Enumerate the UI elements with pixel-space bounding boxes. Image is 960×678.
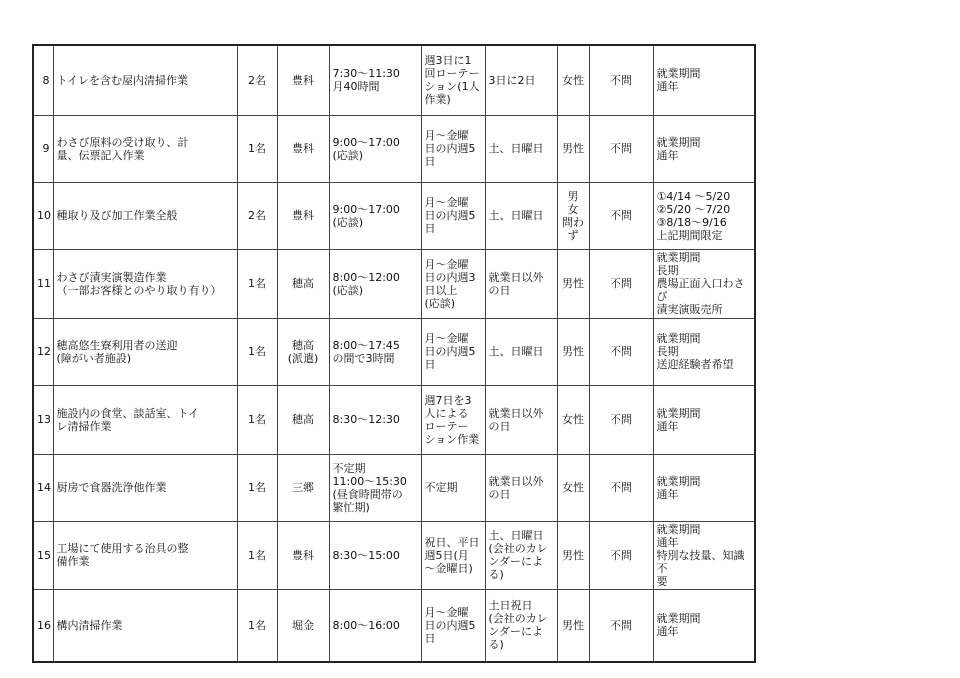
job-description: 構内清掃作業 — [53, 589, 237, 662]
table-row — [33, 115, 755, 182]
holidays: 土日祝日 (会社のカレ ンダーによ る) — [485, 589, 557, 662]
row-number: 13 — [33, 385, 53, 454]
age: 不問 — [589, 249, 653, 318]
gender: 女性 — [557, 454, 589, 521]
headcount: 2名 — [237, 182, 277, 249]
working-hours: 8:30～12:30 — [329, 385, 421, 454]
table-row — [33, 454, 755, 521]
notes: 就業期間 通年 — [653, 589, 755, 662]
row-number: 10 — [33, 182, 53, 249]
holidays: 土、日曜日 — [485, 318, 557, 385]
row-number: 15 — [33, 521, 53, 589]
gender: 男性 — [557, 249, 589, 318]
table-row — [33, 318, 755, 385]
gender: 男性 — [557, 521, 589, 589]
notes: 就業期間 通年 — [653, 454, 755, 521]
work-location: 豊科 — [277, 521, 329, 589]
job-description: トイレを含む屋内清掃作業 — [53, 45, 237, 115]
working-hours: 7:30～11:30 月40時間 — [329, 45, 421, 115]
headcount: 1名 — [237, 318, 277, 385]
job-description: わさび原料の受け取り、計 量、伝票記入作業 — [53, 115, 237, 182]
job-listing-table — [32, 44, 756, 663]
gender: 女性 — [557, 45, 589, 115]
holidays: 就業日以外 の日 — [485, 454, 557, 521]
work-location: 穂高 — [277, 249, 329, 318]
working-hours: 不定期 11:00～15:30 (昼食時間帯の 繁忙期) — [329, 454, 421, 521]
gender: 男 女 問わ ず — [557, 182, 589, 249]
holidays: 就業日以外 の日 — [485, 249, 557, 318]
age: 不問 — [589, 589, 653, 662]
table-row — [33, 249, 755, 318]
work-location: 豊科 — [277, 115, 329, 182]
holidays: 土、日曜日 — [485, 182, 557, 249]
age: 不問 — [589, 318, 653, 385]
gender: 男性 — [557, 318, 589, 385]
table-row — [33, 45, 755, 115]
gender: 女性 — [557, 385, 589, 454]
working-hours: 9:00～17:00 (応談) — [329, 182, 421, 249]
working-hours: 9:00～17:00 (応談) — [329, 115, 421, 182]
age: 不問 — [589, 385, 653, 454]
headcount: 1名 — [237, 385, 277, 454]
row-number: 14 — [33, 454, 53, 521]
table-row — [33, 521, 755, 589]
working-days: 月～金曜 日の内週3 日以上 (応談) — [421, 249, 485, 318]
notes: 就業期間 長期 送迎経験者希望 — [653, 318, 755, 385]
work-location: 穂高 — [277, 385, 329, 454]
notes: 就業期間 通年 — [653, 385, 755, 454]
work-location: 堀金 — [277, 589, 329, 662]
age: 不問 — [589, 182, 653, 249]
working-hours: 8:00～17:45 の間で3時間 — [329, 318, 421, 385]
working-days: 月～金曜 日の内週5 日 — [421, 589, 485, 662]
working-days: 不定期 — [421, 454, 485, 521]
working-hours: 8:00～12:00 (応談) — [329, 249, 421, 318]
job-description: 穂高悠生寮利用者の送迎 (障がい者施設) — [53, 318, 237, 385]
age: 不問 — [589, 115, 653, 182]
table-row — [33, 589, 755, 662]
working-hours: 8:30～15:00 — [329, 521, 421, 589]
row-number: 12 — [33, 318, 53, 385]
headcount: 1名 — [237, 521, 277, 589]
row-number: 16 — [33, 589, 53, 662]
job-description: 施設内の食堂、談話室、トイ レ清掃作業 — [53, 385, 237, 454]
working-days: 週3日に1 回ローテー ション(1人 作業) — [421, 45, 485, 115]
notes: ①4/14 ～5/20 ②5/20 ～7/20 ③8/18～9/16 上記期間限定 — [653, 182, 755, 249]
row-number: 11 — [33, 249, 53, 318]
holidays: 土、日曜日 (会社のカレ ンダーによ る) — [485, 521, 557, 589]
gender: 男性 — [557, 589, 589, 662]
notes: 就業期間 長期 農場正面入口わさび 漬実演販売所 — [653, 249, 755, 318]
job-description: わさび漬実演製造作業 （一部お客様とのやり取り有り） — [53, 249, 237, 318]
holidays: 土、日曜日 — [485, 115, 557, 182]
holidays: 3日に2日 — [485, 45, 557, 115]
headcount: 1名 — [237, 589, 277, 662]
headcount: 1名 — [237, 115, 277, 182]
row-number: 8 — [33, 45, 53, 115]
holidays: 就業日以外 の日 — [485, 385, 557, 454]
work-location: 穂高 (派遣) — [277, 318, 329, 385]
table-row — [33, 385, 755, 454]
row-number: 9 — [33, 115, 53, 182]
table-row — [33, 182, 755, 249]
notes: 就業期間 通年 — [653, 115, 755, 182]
work-location: 豊科 — [277, 45, 329, 115]
working-days: 週7日を3 人による ローテー ション作業 — [421, 385, 485, 454]
headcount: 2名 — [237, 45, 277, 115]
job-description: 厨房で食器洗浄他作業 — [53, 454, 237, 521]
working-hours: 8:00～16:00 — [329, 589, 421, 662]
working-days: 祝日、平日 週5日(月 ～金曜日) — [421, 521, 485, 589]
working-days: 月～金曜 日の内週5 日 — [421, 318, 485, 385]
headcount: 1名 — [237, 454, 277, 521]
headcount: 1名 — [237, 249, 277, 318]
work-location: 三郷 — [277, 454, 329, 521]
working-days: 月～金曜 日の内週5 日 — [421, 115, 485, 182]
work-location: 豊科 — [277, 182, 329, 249]
gender: 男性 — [557, 115, 589, 182]
age: 不問 — [589, 521, 653, 589]
age: 不問 — [589, 454, 653, 521]
working-days: 月～金曜 日の内週5 日 — [421, 182, 485, 249]
age: 不問 — [589, 45, 653, 115]
job-description: 工場にて使用する治具の整 備作業 — [53, 521, 237, 589]
notes: 就業期間 通年 — [653, 45, 755, 115]
notes: 就業期間 通年 特別な技量、知識不 要 — [653, 521, 755, 589]
job-description: 種取り及び加工作業全般 — [53, 182, 237, 249]
